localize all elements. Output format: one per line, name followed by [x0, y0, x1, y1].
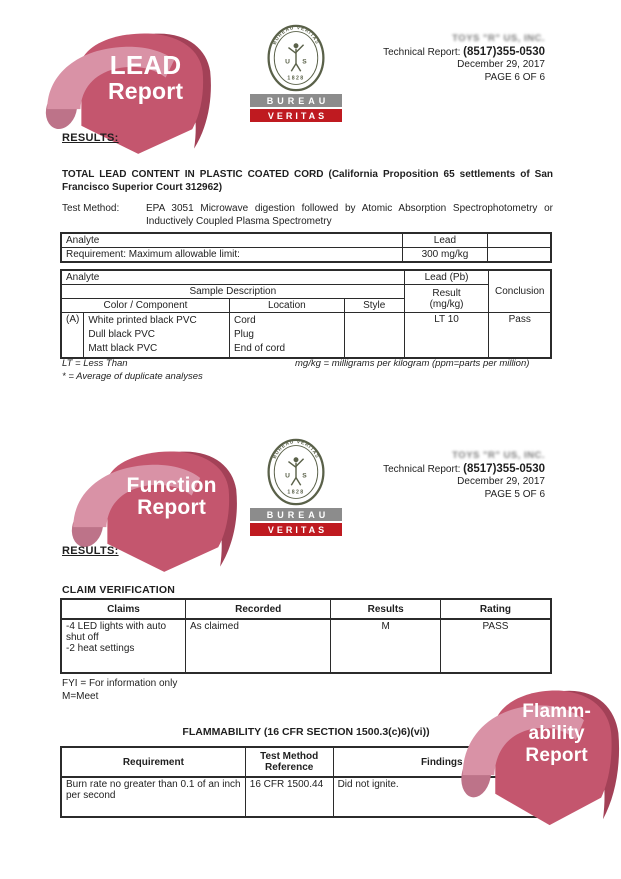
requirement-header-cell: Requirement: [61, 747, 245, 777]
page-indicator: PAGE 6 OF 6: [484, 71, 545, 83]
table-row: [61, 285, 551, 299]
result-header-cell: [404, 285, 489, 313]
style-header-cell: Style: [344, 299, 404, 313]
company-name-redacted: TOYS "R" US, INC.: [452, 450, 545, 461]
component-values-cell: [84, 313, 230, 359]
lead-report-ribbon: [34, 24, 214, 160]
results-value-cell: M: [331, 619, 441, 673]
bv-band-bureau: BUREAU: [250, 94, 342, 107]
component-value: Dull black PVC: [88, 329, 156, 340]
table-row: [61, 313, 551, 359]
bv-band-veritas: VERITAS: [250, 523, 342, 536]
requirement-label-cell: Requirement: Maximum allowable limit:: [61, 248, 403, 263]
ribbon-line: Function: [126, 473, 217, 497]
location-values-cell: [229, 313, 344, 359]
function-ribbon-label: [109, 475, 235, 520]
bv-band-veritas: VERITAS: [250, 109, 342, 122]
location-value: Plug: [233, 329, 254, 340]
technical-report-line: [285, 463, 545, 477]
test-method-label: Test Method:: [62, 203, 120, 214]
rating-value-cell: PASS: [440, 619, 551, 673]
location-value: Cord: [233, 315, 256, 326]
recorded-value-cell: As claimed: [185, 619, 330, 673]
report-number: (8517)355-0530: [463, 462, 545, 475]
ribbon-line: Report: [107, 78, 184, 105]
flammability-report-ribbon: [450, 680, 621, 832]
lead-content-title: TOTAL LEAD CONTENT IN PLASTIC COATED CORD (California Proposition 65 settlements of San Francisco Superior Court 312962): [62, 169, 553, 193]
claim-verification-heading: CLAIM VERIFICATION: [62, 584, 176, 596]
lead-ribbon-label: [83, 51, 209, 104]
requirement-value-cell: Burn rate no greater than 0.1 of an inch per second: [61, 777, 245, 817]
table-row: [61, 233, 551, 248]
footnote-mgkg: mg/kg = milligrams per kilogram (ppm=parts per million): [295, 358, 530, 369]
report-date: December 29, 2017: [457, 59, 545, 70]
table-row: [61, 248, 551, 263]
analyte-label-cell: Analyte: [61, 233, 403, 248]
meet-note: M=Meet: [62, 690, 99, 702]
findings-header-cell: Findings: [333, 747, 551, 777]
location-value: End of cord: [233, 343, 286, 354]
claim-verification-table: [60, 598, 552, 674]
fyi-notes: [62, 678, 177, 703]
result-header-line: Result: [432, 287, 461, 299]
conclusion-value-cell: Pass: [489, 313, 551, 359]
company-name-redacted: TOYS "R" US, INC.: [452, 33, 545, 44]
test-method-text: EPA 3051 Microwave digestion followed by Atomic Absorption Spectrophotometry or Inductively Coupled Plasma Spectrometry: [146, 203, 553, 227]
empty-cell: [487, 248, 551, 263]
result-value-cell: LT 10: [404, 313, 489, 359]
technical-report-line: [285, 46, 545, 60]
lead-result-table: [60, 269, 552, 359]
sample-description-header-cell: Sample Description: [61, 285, 404, 299]
recorded-header-cell: Recorded: [185, 599, 330, 619]
flammability-heading: FLAMMABILITY (16 CFR SECTION 1500.3(c)6)(vi)): [182, 726, 430, 738]
ribbon-line: Flamm-: [522, 701, 592, 723]
findings-value-cell: Did not ignite.: [333, 777, 551, 817]
conclusion-header-cell: Conclusion: [489, 270, 551, 313]
table-row: [61, 270, 551, 285]
report-header-1: [285, 33, 545, 84]
report-label: Technical Report:: [383, 463, 461, 475]
footnote-lt: LT = Less Than: [62, 358, 128, 369]
claims-value-cell: [61, 619, 185, 673]
flammability-ribbon-label: [496, 701, 616, 767]
report-number: (8517)355-0530: [463, 45, 545, 58]
ribbon-line: Report: [525, 744, 588, 766]
report-header-2: [285, 450, 545, 501]
test-method-header-cell: Test Method Reference: [245, 747, 333, 777]
rating-header-cell: Rating: [440, 599, 551, 619]
claims-header-cell: Claims: [61, 599, 185, 619]
component-value: White printed black PVC: [88, 315, 197, 326]
claim-line: -4 LED lights with auto shut off: [66, 621, 167, 643]
ribbon-line: ability: [528, 723, 585, 745]
results-header-cell: Results: [331, 599, 441, 619]
component-value: Matt black PVC: [88, 343, 158, 354]
table-header-row: [61, 599, 551, 619]
function-report-ribbon: [60, 442, 240, 578]
lead-limit-table: [60, 232, 552, 263]
claim-line: -2 heat settings: [66, 643, 135, 654]
page-indicator: PAGE 5 OF 6: [484, 488, 545, 500]
report-date: December 29, 2017: [457, 476, 545, 487]
component-header-cell: Color / Component: [61, 299, 229, 313]
footnotes: [62, 357, 553, 383]
analyte-header-cell: Analyte: [61, 270, 404, 285]
ribbon-line: LEAD: [109, 50, 182, 81]
test-method-value-cell: 16 CFR 1500.44: [245, 777, 333, 817]
table-row: [61, 619, 551, 673]
requirement-value-cell: 300 mg/kg: [403, 248, 488, 263]
analyte-value-cell: Lead: [403, 233, 488, 248]
sample-id-cell: (A): [61, 313, 84, 359]
fyi-note: FYI = For information only: [62, 678, 178, 689]
results-heading-lead: RESULTS:: [62, 132, 119, 144]
empty-cell: [487, 233, 551, 248]
bv-band-bureau: BUREAU: [250, 508, 342, 521]
result-header-line: (mg/kg): [429, 298, 464, 310]
style-value-cell: [344, 313, 404, 359]
footnote-avg: * = Average of duplicate analyses: [62, 371, 203, 382]
report-label: Technical Report:: [383, 46, 461, 58]
ribbon-line: Report: [137, 496, 207, 520]
lead-pb-header-cell: Lead (Pb): [404, 270, 489, 285]
results-heading-function: RESULTS:: [62, 545, 119, 557]
test-method-row: [62, 202, 553, 228]
location-header-cell: Location: [229, 299, 344, 313]
